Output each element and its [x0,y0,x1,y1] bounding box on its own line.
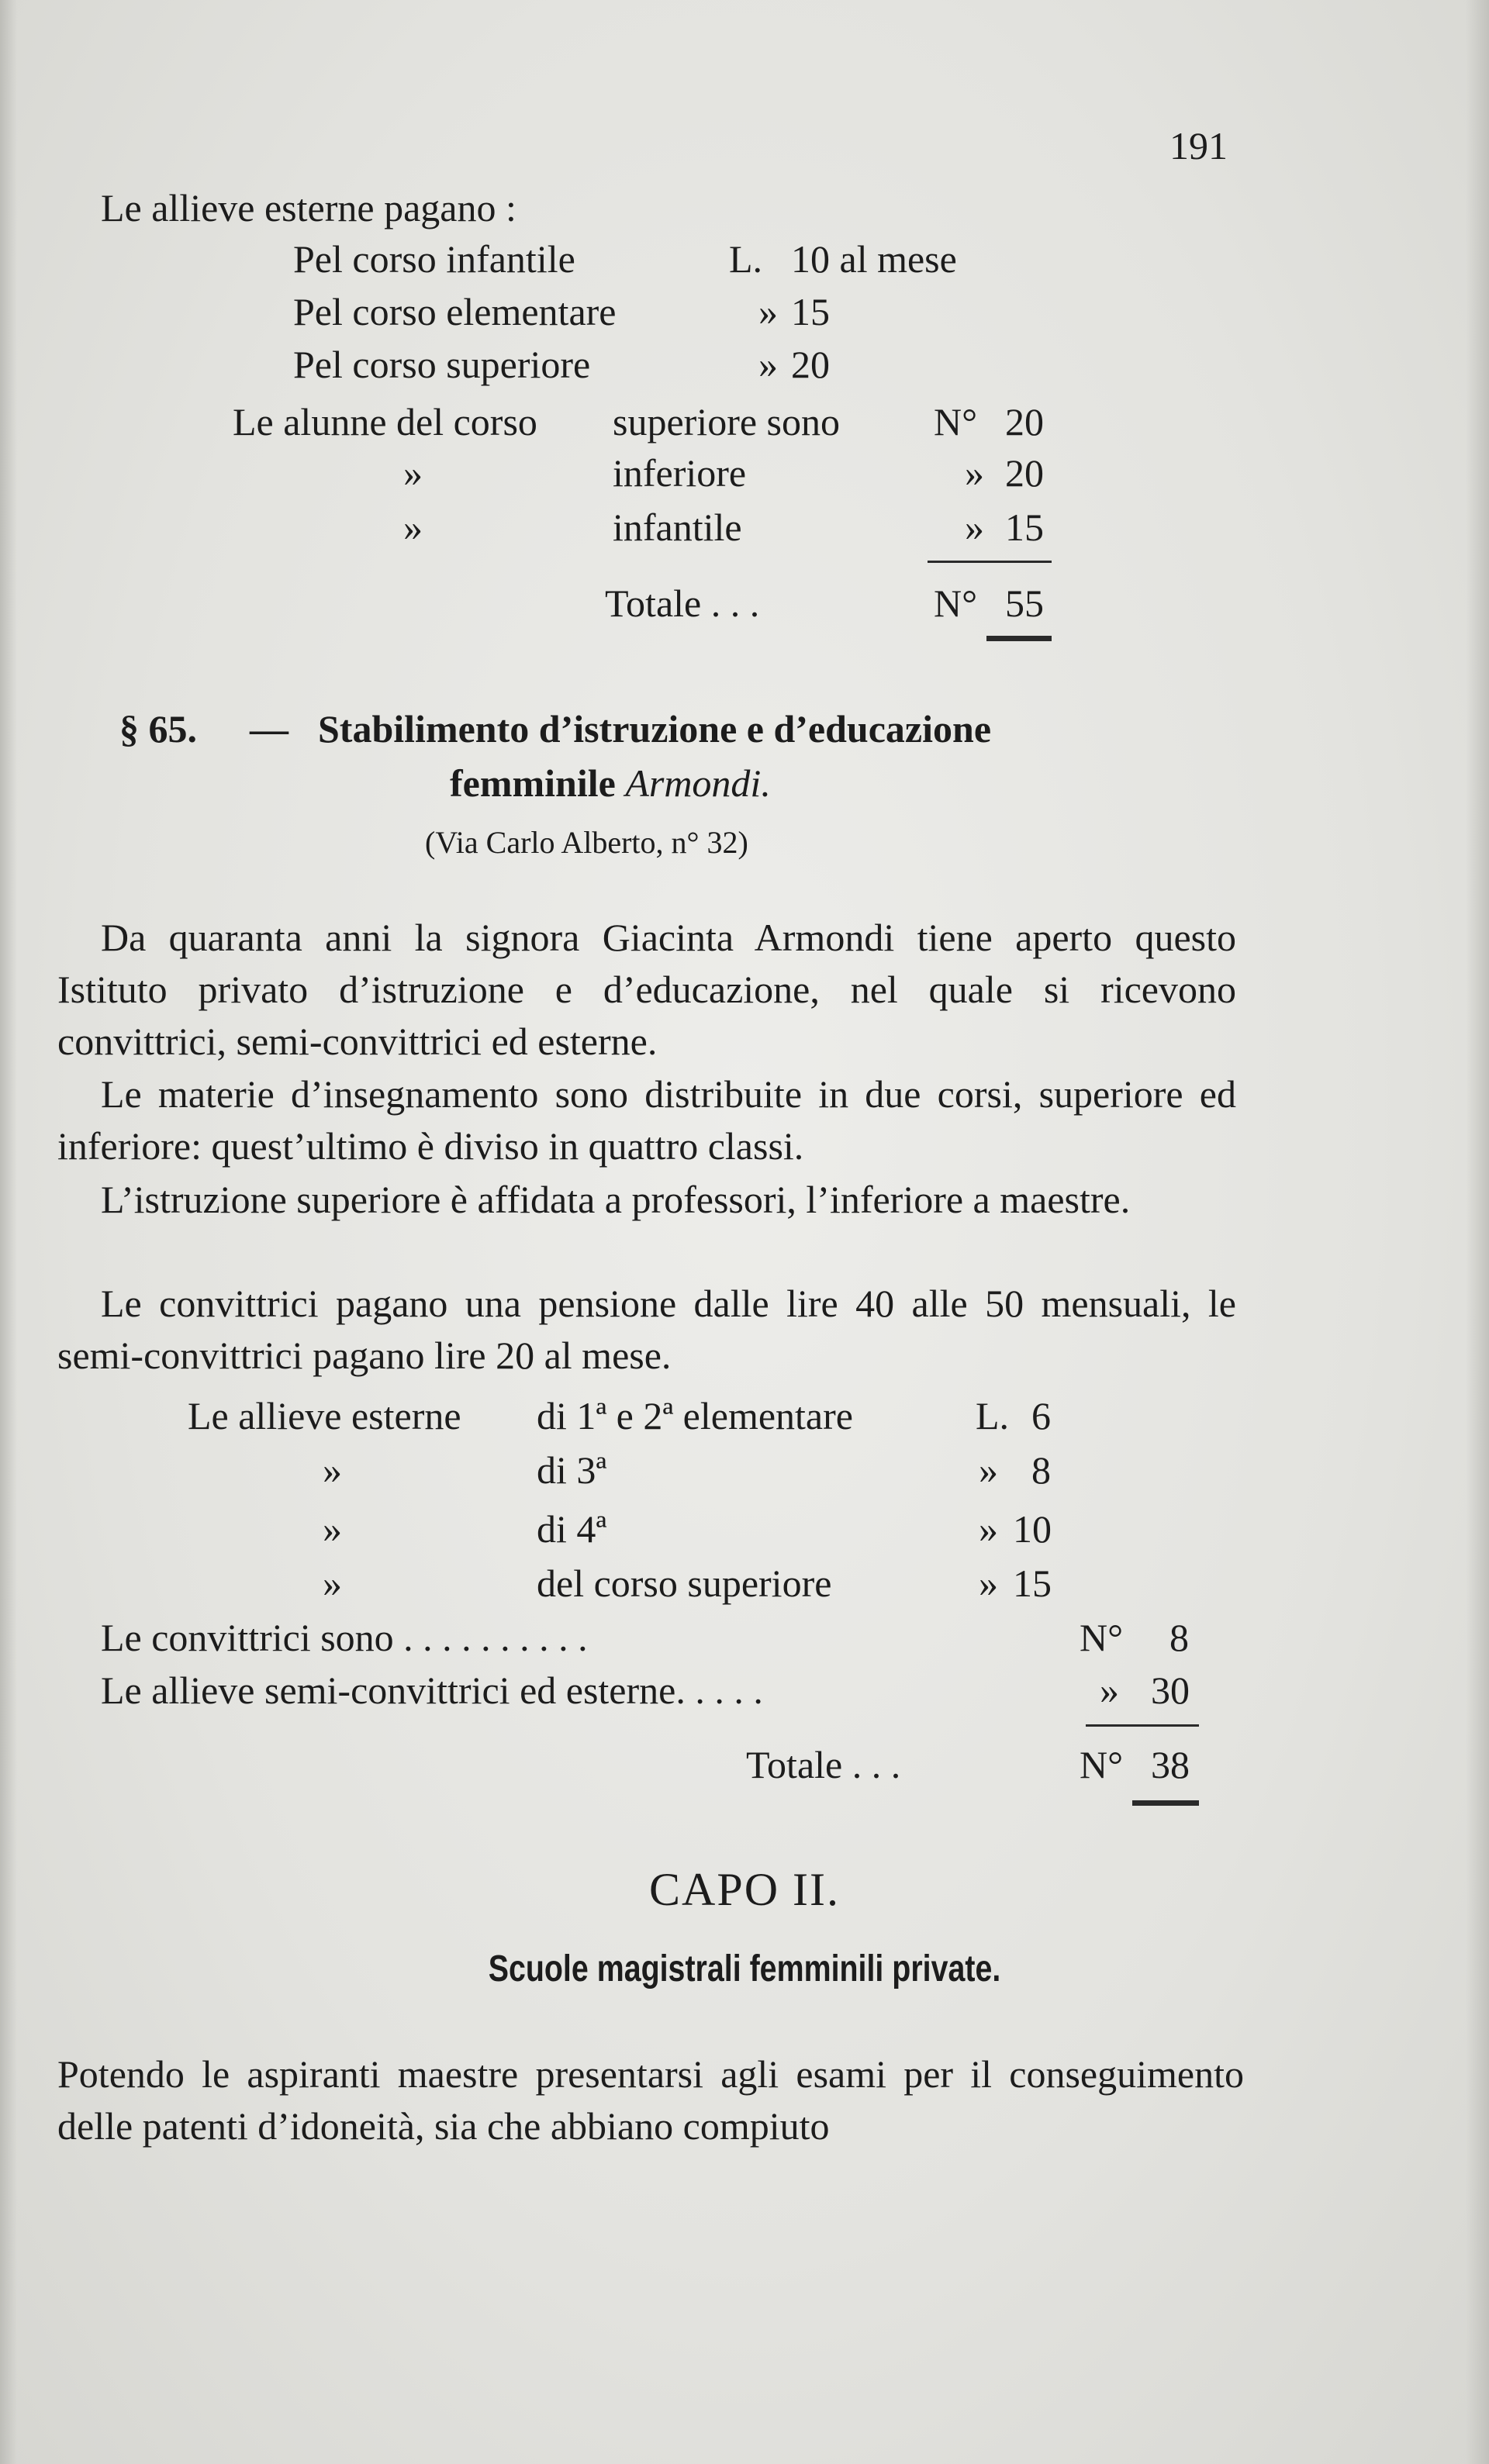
fee-label: di 4ª [537,1507,607,1551]
total-label: Totale . . . [746,1743,901,1786]
students-label: inferiore [613,451,747,495]
page-edge-shadow-left [0,0,17,2464]
section-title-line2 [450,760,771,806]
closing-paragraph: Potendo le aspiranti maestre presentarsi agli esami per il conseguimento delle patenti d’idoneità, sia che abbiano compiuto [57,2052,1244,2148]
chapter-title: CAPO II. [648,1864,840,1915]
students-ditto: » [403,506,423,549]
fee-currency: L. [729,237,763,281]
sum-rule [1086,1724,1199,1727]
fee-label: di 1ª e 2ª elementare [537,1394,853,1437]
fee-value: 15 [791,290,830,333]
students-value: 8 [1169,1616,1189,1659]
paragraph: Le materie d’insegnamento sono distribuite in due corsi, superiore ed inferiore: quest’ultimo è diviso in quattro classi. [57,1072,1236,1168]
fee-label: di 3ª [537,1448,607,1492]
fee-value: 10 al mese [791,237,957,281]
students-unit: N° [934,400,978,443]
students-label: infantile [613,506,742,549]
total-double-rule [1132,1800,1199,1806]
fee-ditto: » [323,1448,342,1492]
fee-ditto: » [979,1562,998,1605]
students-value: 20 [1005,400,1044,443]
section-title-italic: Armondi. [625,761,771,805]
fee-value: 20 [791,343,830,386]
students-ditto: » [1100,1669,1119,1712]
fee-ditto: » [758,343,778,386]
students-value: 20 [1005,451,1044,495]
paragraph: Le convittrici pagano una pensione dalle lire 40 alle 50 mensuali, le semi-convittrici pagano lire 20 al mese. [57,1282,1236,1377]
total-value: 55 [1005,581,1044,625]
fee-label: Pel corso infantile [293,237,575,281]
total-double-rule [986,636,1052,641]
students-label: superiore sono [613,400,840,443]
section-dash: — [250,707,288,751]
fee-ditto: » [323,1562,342,1605]
page-edge-shadow-right [1466,0,1489,2464]
total-label: Totale . . . [605,581,760,625]
fee-value: 8 [1031,1448,1051,1492]
sum-rule [928,561,1052,563]
fee-ditto: » [979,1507,998,1551]
total-unit: N° [1080,1743,1124,1786]
fee-ditto: » [758,290,778,333]
fee-value: 10 [1013,1507,1052,1551]
fee-value: 15 [1013,1562,1052,1605]
students-label: Le allieve semi-convittrici ed esterne. . . . . [101,1669,763,1712]
fees-heading: Le allieve esterne pagano : [101,186,516,229]
students-value: 15 [1005,506,1044,549]
students-ditto: » [965,506,984,549]
chapter-subtitle: Scuole magistrali femminili private. [488,1948,1001,1989]
section-title: Stabilimento d’istruzione e d’educazione [318,707,992,751]
section-title-bold: femminile [450,761,616,805]
students-label: Le convittrici sono . . . . . . . . . . [101,1616,588,1659]
section-number: § 65. [119,707,197,751]
total-unit: N° [934,581,978,625]
fee-label: del corso superiore [537,1562,832,1605]
fee-label: Pel corso superiore [293,343,591,386]
students-prefix: Le alunne del corso [233,400,537,443]
fee-prefix: Le allieve esterne [188,1394,461,1437]
fee-ditto: » [323,1507,342,1551]
total-value: 38 [1151,1743,1190,1786]
fee-currency: L. [976,1394,1010,1437]
students-ditto: » [403,451,423,495]
fee-ditto: » [979,1448,998,1492]
page-number: 191 [1169,124,1228,167]
students-value: 30 [1151,1669,1190,1712]
fee-label: Pel corso elementare [293,290,617,333]
paragraph: Da quaranta anni la signora Giacinta Armondi tiene aperto questo Istituto privato d’istruzione e d’educazione, nel quale si ricevono convittrici, semi-convittrici ed esterne. [57,916,1236,1063]
paragraph: L’istruzione superiore è affidata a professori, l’inferiore a maestre. [101,1178,1131,1221]
section-address: (Via Carlo Alberto, n° 32) [425,825,748,860]
students-unit: N° [1080,1616,1124,1659]
students-ditto: » [965,451,984,495]
fee-value: 6 [1031,1394,1051,1437]
